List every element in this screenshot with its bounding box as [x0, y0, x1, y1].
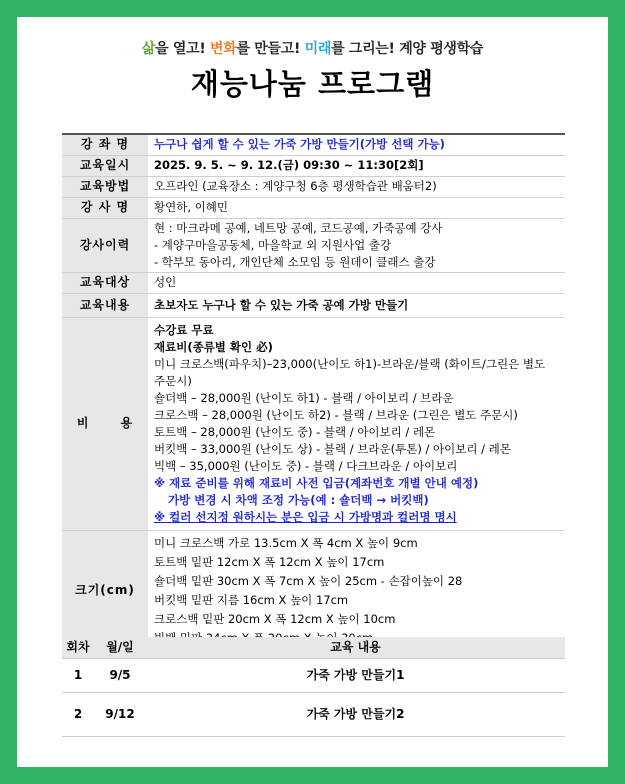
schedule-content: 가죽 가방 만들기2 [146, 693, 565, 737]
size-line: 토트백 밑판 12cm X 폭 12cm X 높이 17cm [154, 554, 385, 569]
career-row [62, 218, 565, 272]
slogan-part: 를 그리는! 계양 평생학습 [331, 41, 484, 57]
material-title: 재료비(종류별 확인 必) [154, 339, 273, 354]
content-row [62, 293, 565, 317]
date-label: 교육일시 [62, 155, 148, 176]
color-note: ※ 컬러 선지정 원하시는 분은 입금 시 가방명과 컬러명 명시 [154, 509, 457, 524]
career-label: 강사이력 [62, 218, 148, 272]
target-value: 성인 [148, 272, 565, 293]
career-line: 현 : 마크라메 공예, 네트망 공예, 코드공예, 가죽공예 강사 [154, 220, 443, 235]
size-value [148, 530, 565, 651]
career-value [148, 218, 565, 272]
slogan-part: 을 열고! [155, 41, 211, 57]
size-line: 미니 크로스백 가로 13.5cm X 폭 4cm X 높이 9cm [154, 535, 418, 550]
course-label: 강 좌 명 [62, 134, 148, 155]
date-value: 2025. 9. 5. ~ 9. 12.(금) 09:30 ~ 11:30[2회] [148, 155, 565, 176]
cost-item: 버킷백 – 33,000원 (난이도 상) - 블랙 / 브라운(투톤) / 아이보리 / 레몬 [154, 441, 511, 456]
instructor-row [62, 197, 565, 218]
slogan-part: 를 만들고! [236, 41, 305, 57]
course-value: 누구나 쉽게 할 수 있는 가죽 가방 만들기(가방 선택 가능) [148, 134, 565, 155]
slogan-part: 변화 [210, 41, 237, 57]
method-value: 오프라인 (교육장소 : 계양구청 6층 평생학습관 배움터2) [148, 176, 565, 197]
content-label: 교육내용 [62, 293, 148, 317]
schedule-header-no: 회차 [62, 637, 94, 659]
method-label: 교육방법 [62, 176, 148, 197]
page-title: 재능나눔 프로그램 [190, 67, 435, 101]
deposit-note: ※ 재료 준비를 위해 재료비 사전 입금(계좌번호 개별 안내 예정) [154, 475, 479, 490]
schedule-header-row [62, 637, 565, 659]
date-row [62, 155, 565, 176]
schedule-no: 1 [62, 659, 94, 693]
size-line: 크로스백 밑판 20cm X 폭 12cm X 높이 10cm [154, 611, 396, 626]
cost-item: 미니 크로스백(파우치)–23,000(난이도 하1)-브라운/블랙 (화이트/그린은 별도 주문시) [154, 356, 546, 388]
cost-item: 크로스백 – 28,000원 (난이도 하2) - 블랙 / 브라운 (그린은 별도 주문시) [154, 407, 518, 422]
slogan-part: 미래 [304, 41, 332, 57]
change-note: 가방 변경 시 차액 조정 가능(예 : 숄더백 → 버킷백) [168, 492, 429, 507]
schedule-row [62, 659, 565, 693]
cost-item: 숄더백 – 28,000원 (난이도 하1) - 블랙 / 아이보리 / 브라운 [154, 390, 454, 405]
size-line: 버킷백 밑판 지름 16cm X 높이 17cm [154, 592, 349, 607]
career-line: - 학부모 동아리, 개인단체 소모임 등 원데이 클래스 출강 [154, 254, 436, 269]
instructor-label: 강 사 명 [62, 197, 148, 218]
schedule-header-content: 교육 내용 [146, 637, 565, 659]
course-row [62, 134, 565, 155]
cost-label: 비 용 [62, 317, 148, 530]
cost-row [62, 317, 565, 530]
size-row [62, 530, 565, 651]
career-line: - 계양구마을공동체, 마을학교 외 지원사업 출강 [154, 237, 392, 252]
tuition-text: 수강료 무료 [154, 322, 214, 337]
instructor-value: 황연하, 이혜민 [148, 197, 565, 218]
schedule-no: 2 [62, 693, 94, 737]
target-row [62, 272, 565, 293]
schedule-content: 가죽 가방 만들기1 [146, 659, 565, 693]
slogan [0, 38, 625, 58]
schedule-header-date: 월/일 [94, 637, 146, 659]
cost-item: 빅백 – 35,000원 (난이도 중) - 블랙 / 다크브라운 / 아이보리 [154, 458, 458, 473]
schedule-date: 9/5 [94, 659, 146, 693]
schedule-date: 9/12 [94, 693, 146, 737]
cost-item: 토트백 – 28,000원 (난이도 중) - 블랙 / 아이보리 / 레몬 [154, 424, 436, 439]
program-info-table [62, 133, 565, 652]
schedule-table [62, 637, 565, 737]
content-value: 초보자도 누구나 할 수 있는 가죽 공예 가방 만들기 [148, 293, 565, 317]
schedule-row [62, 693, 565, 737]
method-row [62, 176, 565, 197]
slogan-part: 삶 [141, 41, 156, 57]
size-label: 크기(cm) [62, 530, 148, 651]
cost-value [148, 317, 565, 530]
size-line: 숄더백 밑판 30cm X 폭 7cm X 높이 25cm - 손잡이높이 28 [154, 573, 463, 588]
target-label: 교육대상 [62, 272, 148, 293]
